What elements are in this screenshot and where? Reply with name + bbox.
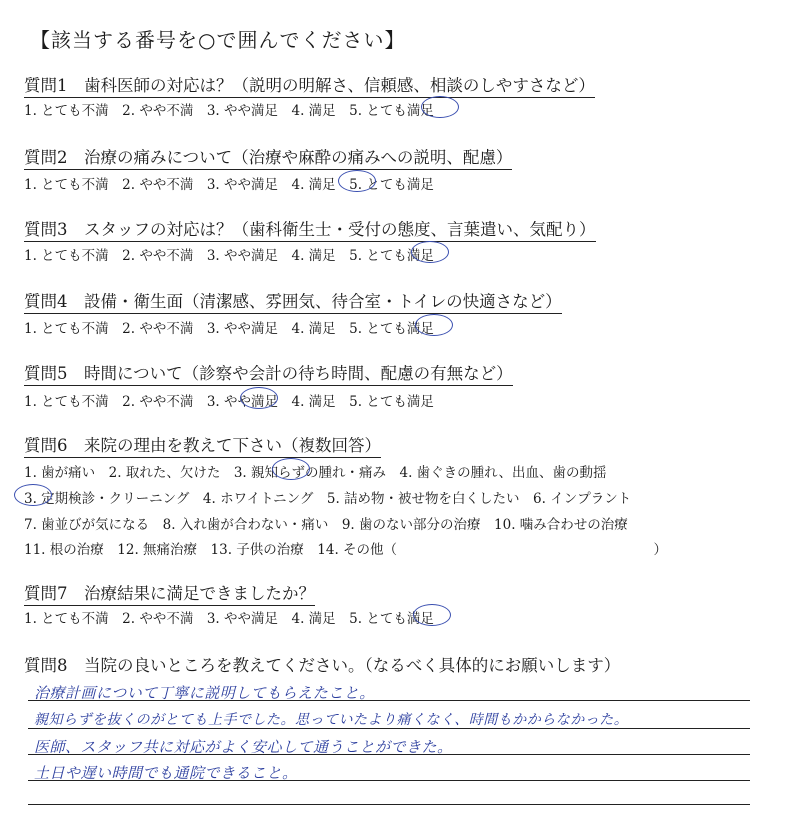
question-6-heading: 質問6 来院の理由を教えて下さい（複数回答） (24, 432, 381, 458)
question-1-options: 1. とても不満 2. やや不満 3. やや満足 4. 満足 5. とても満足 (24, 103, 434, 119)
handwritten-answer-line-3: 医師、スタッフ共に対応がよく安心して通うことができた。 (34, 738, 453, 756)
question-6-line-2: 3. 定期検診・クリーニング 4. ホワイトニング 5. 詰め物・被せ物を白くしたい 6. インプラント (24, 491, 632, 507)
handwritten-answer-line-4: 土日や遅い時間でも通院できること。 (34, 764, 298, 782)
question-3-options: 1. とても不満 2. やや不満 3. やや満足 4. 満足 5. とても満足 (24, 248, 434, 264)
question-3-heading: 質問3 スタッフの対応は？（歯科衛生士・受付の態度、言葉遣い、気配り） (24, 216, 596, 242)
question-7-options: 1. とても不満 2. やや不満 3. やや満足 4. 満足 5. とても満足 (24, 611, 434, 627)
question-4-options: 1. とても不満 2. やや不満 3. やや満足 4. 満足 5. とても満足 (24, 321, 434, 337)
question-6-line-3: 7. 歯並びが気になる 8. 入れ歯が合わない・痛い 9. 歯のない部分の治療 10. 噛み合わせの治療 (24, 517, 628, 533)
handwritten-answer-line-2: 親知らずを抜くのがとても上手でした。思っていたより痛くなく、時間もかからなかった。 (34, 712, 629, 728)
page-title: 【該当する番号を○で囲んでください】 (30, 28, 406, 52)
answer-circle (14, 484, 52, 506)
question-1-heading: 質問1 歯科医師の対応は？（説明の明解さ、信頼感、相談のしやすさなど） (24, 72, 595, 98)
question-2-options: 1. とても不満 2. やや不満 3. やや満足 4. 満足 5. とても満足 (24, 177, 434, 193)
answer-circle (421, 96, 459, 118)
question-4-heading: 質問4 設備・衛生面（清潔感、雰囲気、待合室・トイレの快適さなど） (24, 288, 562, 314)
question-2-heading: 質問2 治療の痛みについて（治療や麻酔の痛みへの説明、配慮） (24, 144, 512, 170)
question-6-line-4: 11. 根の治療 12. 無痛治療 13. 子供の治療 14. その他（ ） (24, 542, 668, 558)
answer-circle (272, 458, 310, 480)
answer-circle (415, 314, 453, 336)
answer-circle (411, 241, 449, 263)
handwritten-answer-line-1: 治療計画について丁寧に説明してもらえたこと。 (34, 684, 375, 702)
answer-line (28, 804, 750, 805)
question-5-heading: 質問5 時間について（診察や会計の待ち時間、配慮の有無など） (24, 360, 513, 386)
question-5-options: 1. とても不満 2. やや不満 3. やや満足 4. 満足 5. とても満足 (24, 394, 434, 410)
question-6-line-1: 1. 歯が痛い 2. 取れた、欠けた 3. 親知らずの腫れ・痛み 4. 歯ぐきの腫れ、出血、歯の動揺 (24, 465, 607, 481)
question-8-heading: 質問8 当院の良いところを教えてください。（なるべく具体的にお願いします） (24, 656, 621, 675)
answer-circle (338, 170, 376, 192)
question-7-heading: 質問7 治療結果に満足できましたか？ (24, 580, 315, 606)
answer-circle (240, 387, 278, 409)
answer-circle (413, 604, 451, 626)
